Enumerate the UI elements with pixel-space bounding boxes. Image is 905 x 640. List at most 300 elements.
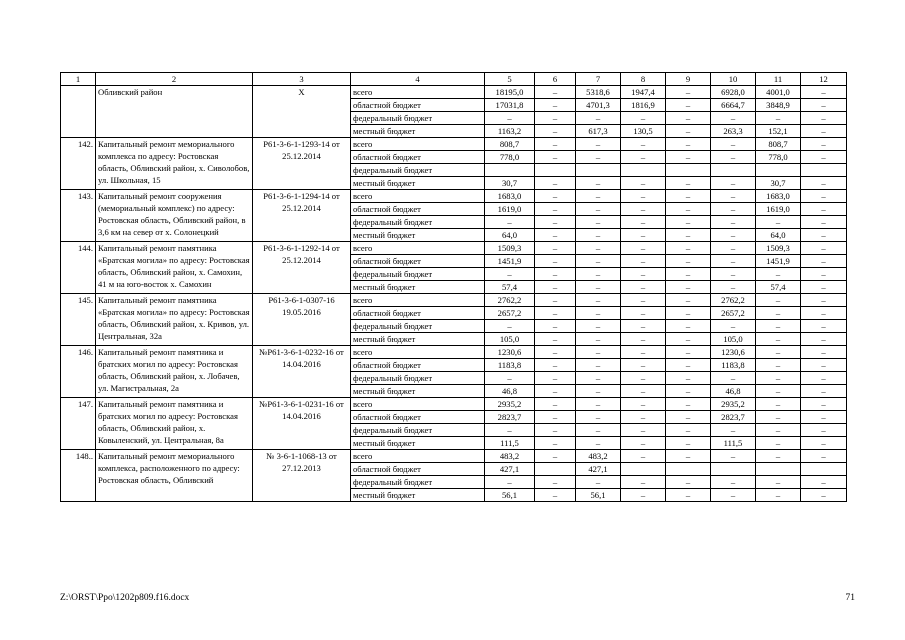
amount-cell: – (621, 255, 666, 268)
amount-cell: – (535, 398, 576, 411)
funding-source: федеральный бюджет (351, 268, 485, 281)
amount-cell: – (576, 294, 621, 307)
amount-cell: – (756, 346, 801, 359)
amount-cell (801, 164, 847, 177)
amount-cell: – (666, 333, 711, 346)
row-number: 146. (61, 346, 96, 398)
amount-cell: – (711, 268, 756, 281)
amount-cell: – (801, 333, 847, 346)
amount-cell: – (535, 346, 576, 359)
amount-cell: 4701,3 (576, 99, 621, 112)
table-row (61, 294, 847, 307)
amount-cell: 2935,2 (711, 398, 756, 411)
amount-cell: – (576, 255, 621, 268)
document-reference: Р61-3-6-1-0307-16 19.05.2016 (253, 294, 351, 346)
amount-cell: 56,1 (576, 489, 621, 502)
amount-cell: 46,8 (711, 385, 756, 398)
amount-cell: – (576, 424, 621, 437)
amount-cell: 808,7 (485, 138, 535, 151)
amount-cell: – (485, 320, 535, 333)
amount-cell: – (576, 359, 621, 372)
page-number: 71 (845, 593, 855, 603)
amount-cell: – (756, 437, 801, 450)
amount-cell: – (535, 255, 576, 268)
amount-cell: – (535, 112, 576, 125)
amount-cell: – (535, 489, 576, 502)
column-number: 7 (576, 73, 621, 86)
amount-cell: 5318,6 (576, 86, 621, 99)
amount-cell (711, 164, 756, 177)
amount-cell: – (621, 216, 666, 229)
amount-cell (666, 164, 711, 177)
amount-cell: – (756, 268, 801, 281)
amount-cell: – (576, 138, 621, 151)
amount-cell: 1451,9 (485, 255, 535, 268)
amount-cell: – (756, 450, 801, 463)
amount-cell: 2762,2 (485, 294, 535, 307)
object-name: Капитальный ремонт сооружения (мемориальный комплекс) по адресу: Ростовская область, Обливский район, в 3,6 км на север от х. Солонецкий (96, 190, 253, 242)
amount-cell: – (576, 281, 621, 294)
funding-source: всего (351, 346, 485, 359)
amount-cell: – (756, 489, 801, 502)
amount-cell: – (756, 216, 801, 229)
amount-cell: – (666, 294, 711, 307)
amount-cell: – (621, 320, 666, 333)
amount-cell: 2935,2 (485, 398, 535, 411)
amount-cell: – (801, 372, 847, 385)
amount-cell: – (756, 307, 801, 320)
amount-cell: – (756, 333, 801, 346)
amount-cell: – (621, 268, 666, 281)
amount-cell: 105,0 (711, 333, 756, 346)
object-name: Капитальный ремонт мемориального комплекса, расположенного по адресу: Ростовская область, Обливский (96, 450, 253, 502)
amount-cell: – (666, 242, 711, 255)
amount-cell: – (711, 450, 756, 463)
amount-cell (621, 463, 666, 476)
table-row (61, 398, 847, 411)
amount-cell: – (666, 268, 711, 281)
object-name: Капитальный ремонт памятника «Братская могила» по адресу: Ростовская область, Обливский район, х. Самохин, 41 м на юго-восток х. Самохин (96, 242, 253, 294)
amount-cell: – (666, 372, 711, 385)
amount-cell: – (666, 489, 711, 502)
amount-cell (756, 463, 801, 476)
amount-cell: 1947,4 (621, 86, 666, 99)
amount-cell: – (666, 112, 711, 125)
document-reference: №Р61-3-6-1-0232-16 от 14.04.2016 (253, 346, 351, 398)
funding-source: федеральный бюджет (351, 476, 485, 489)
amount-cell: – (535, 138, 576, 151)
amount-cell: 64,0 (485, 229, 535, 242)
amount-cell: – (711, 476, 756, 489)
amount-cell: – (485, 372, 535, 385)
funding-source: местный бюджет (351, 489, 485, 502)
amount-cell: – (621, 437, 666, 450)
amount-cell: – (711, 203, 756, 216)
amount-cell: – (711, 242, 756, 255)
amount-cell: – (666, 398, 711, 411)
amount-cell: – (621, 112, 666, 125)
amount-cell: – (801, 320, 847, 333)
amount-cell: – (485, 112, 535, 125)
amount-cell: – (801, 99, 847, 112)
amount-cell: – (711, 229, 756, 242)
funding-source: областной бюджет (351, 99, 485, 112)
amount-cell (621, 164, 666, 177)
amount-cell: – (666, 307, 711, 320)
amount-cell: – (535, 320, 576, 333)
amount-cell: – (535, 476, 576, 489)
amount-cell: – (621, 424, 666, 437)
amount-cell: 17031,8 (485, 99, 535, 112)
amount-cell: – (535, 307, 576, 320)
amount-cell: 1230,6 (485, 346, 535, 359)
amount-cell: – (621, 138, 666, 151)
amount-cell: – (801, 411, 847, 424)
table-row (61, 450, 847, 463)
amount-cell: – (535, 268, 576, 281)
table-row (61, 242, 847, 255)
amount-cell: – (535, 99, 576, 112)
amount-cell: 1816,9 (621, 99, 666, 112)
amount-cell (535, 164, 576, 177)
amount-cell: 2762,2 (711, 294, 756, 307)
amount-cell: 1619,0 (485, 203, 535, 216)
object-name: Обливский район (96, 86, 253, 138)
amount-cell: 808,7 (756, 138, 801, 151)
amount-cell: – (621, 411, 666, 424)
amount-cell: 64,0 (756, 229, 801, 242)
amount-cell: 105,0 (485, 333, 535, 346)
amount-cell: – (621, 242, 666, 255)
amount-cell: – (801, 216, 847, 229)
amount-cell: – (621, 333, 666, 346)
amount-cell: – (485, 424, 535, 437)
amount-cell: 1451,9 (756, 255, 801, 268)
amount-cell (756, 164, 801, 177)
amount-cell: 30,7 (756, 177, 801, 190)
amount-cell: – (666, 125, 711, 138)
amount-cell: – (711, 372, 756, 385)
document-reference: Р61-3-6-1-1294-14 от 25.12.2014 (253, 190, 351, 242)
row-number: 147. (61, 398, 96, 450)
amount-cell: – (621, 307, 666, 320)
amount-cell: – (485, 216, 535, 229)
row-number: 142. (61, 138, 96, 190)
amount-cell: 427,1 (485, 463, 535, 476)
amount-cell: – (576, 476, 621, 489)
amount-cell: – (666, 281, 711, 294)
amount-cell: 1183,8 (711, 359, 756, 372)
funding-source: всего (351, 242, 485, 255)
amount-cell: – (801, 476, 847, 489)
amount-cell: – (666, 216, 711, 229)
amount-cell: – (801, 307, 847, 320)
amount-cell: – (535, 242, 576, 255)
amount-cell: – (621, 398, 666, 411)
amount-cell (801, 463, 847, 476)
amount-cell: – (576, 190, 621, 203)
amount-cell: – (535, 229, 576, 242)
amount-cell: – (621, 450, 666, 463)
funding-source: всего (351, 190, 485, 203)
amount-cell: – (801, 281, 847, 294)
amount-cell: – (756, 398, 801, 411)
amount-cell: 263,3 (711, 125, 756, 138)
amount-cell: – (621, 203, 666, 216)
amount-cell: – (576, 307, 621, 320)
amount-cell: 6664,7 (711, 99, 756, 112)
budget-table (60, 72, 847, 502)
amount-cell: 1163,2 (485, 125, 535, 138)
amount-cell: – (621, 281, 666, 294)
amount-cell: 1509,3 (756, 242, 801, 255)
amount-cell: – (576, 177, 621, 190)
amount-cell: – (535, 216, 576, 229)
amount-cell: – (756, 359, 801, 372)
amount-cell: – (535, 203, 576, 216)
amount-cell: 6928,0 (711, 86, 756, 99)
amount-cell: – (666, 229, 711, 242)
amount-cell: – (801, 489, 847, 502)
funding-source: всего (351, 86, 485, 99)
amount-cell: – (535, 190, 576, 203)
amount-cell: – (621, 294, 666, 307)
amount-cell: – (801, 346, 847, 359)
amount-cell (666, 463, 711, 476)
amount-cell: – (801, 125, 847, 138)
amount-cell: 778,0 (756, 151, 801, 164)
amount-cell: – (756, 112, 801, 125)
row-number (61, 86, 96, 138)
amount-cell: – (576, 203, 621, 216)
amount-cell: – (535, 125, 576, 138)
amount-cell: – (801, 86, 847, 99)
funding-source: федеральный бюджет (351, 320, 485, 333)
funding-source: федеральный бюджет (351, 112, 485, 125)
amount-cell: 1619,0 (756, 203, 801, 216)
amount-cell (576, 164, 621, 177)
amount-cell: – (801, 398, 847, 411)
funding-source: областной бюджет (351, 151, 485, 164)
amount-cell: – (801, 385, 847, 398)
amount-cell: – (711, 489, 756, 502)
amount-cell: – (576, 333, 621, 346)
column-number: 12 (801, 73, 847, 86)
object-name: Капитальный ремонт памятника «Братская могила» по адресу: Ростовская область, Обливский район, х. Кривов, ул. Центральная, 32а (96, 294, 253, 346)
amount-cell: 130,5 (621, 125, 666, 138)
column-number: 2 (96, 73, 253, 86)
amount-cell: – (666, 151, 711, 164)
table-row (61, 190, 847, 203)
column-number: 1 (61, 73, 96, 86)
amount-cell: – (801, 177, 847, 190)
column-number: 10 (711, 73, 756, 86)
amount-cell: – (535, 437, 576, 450)
amount-cell: – (666, 320, 711, 333)
amount-cell: 2657,2 (711, 307, 756, 320)
amount-cell: – (801, 242, 847, 255)
amount-cell: – (621, 346, 666, 359)
row-number: 144. (61, 242, 96, 294)
column-number: 3 (253, 73, 351, 86)
funding-source: федеральный бюджет (351, 216, 485, 229)
amount-cell: 46,8 (485, 385, 535, 398)
amount-cell: – (756, 411, 801, 424)
amount-cell: – (666, 190, 711, 203)
amount-cell: – (711, 112, 756, 125)
funding-source: всего (351, 398, 485, 411)
amount-cell: 3848,9 (756, 99, 801, 112)
amount-cell: – (801, 203, 847, 216)
amount-cell: – (535, 411, 576, 424)
amount-cell: 1183,8 (485, 359, 535, 372)
amount-cell: – (711, 151, 756, 164)
document-reference: Р61-3-6-1-1293-14 от 25.12.2014 (253, 138, 351, 190)
amount-cell: – (801, 437, 847, 450)
amount-cell: – (576, 229, 621, 242)
amount-cell: – (666, 99, 711, 112)
amount-cell: – (621, 151, 666, 164)
column-number: 11 (756, 73, 801, 86)
column-number: 8 (621, 73, 666, 86)
amount-cell: – (576, 151, 621, 164)
amount-cell: – (535, 177, 576, 190)
funding-source: федеральный бюджет (351, 372, 485, 385)
column-number: 9 (666, 73, 711, 86)
funding-source: всего (351, 294, 485, 307)
amount-cell: – (756, 294, 801, 307)
amount-cell: – (535, 372, 576, 385)
object-name: Капитальный ремонт памятника и братских могил по адресу: Ростовская область, Обливский район, х. Лобачев, ул. Магистральная, 2а (96, 346, 253, 398)
amount-cell: 152,1 (756, 125, 801, 138)
funding-source: местный бюджет (351, 281, 485, 294)
funding-source: областной бюджет (351, 203, 485, 216)
funding-source: федеральный бюджет (351, 424, 485, 437)
amount-cell: – (801, 359, 847, 372)
funding-source: всего (351, 138, 485, 151)
funding-source: областной бюджет (351, 359, 485, 372)
amount-cell: 111,5 (711, 437, 756, 450)
amount-cell: 56,1 (485, 489, 535, 502)
table-row (61, 346, 847, 359)
amount-cell: – (621, 190, 666, 203)
column-number: 6 (535, 73, 576, 86)
funding-source: местный бюджет (351, 333, 485, 346)
funding-source: местный бюджет (351, 125, 485, 138)
amount-cell: – (621, 177, 666, 190)
amount-cell: – (666, 138, 711, 151)
row-number: 145. (61, 294, 96, 346)
amount-cell: – (535, 359, 576, 372)
amount-cell: – (535, 450, 576, 463)
amount-cell: – (576, 346, 621, 359)
amount-cell: – (801, 450, 847, 463)
amount-cell: – (666, 86, 711, 99)
object-name: Капитальный ремонт памятника и братских могил по адресу: Ростовская область, Обливский район, х. Ковыленский, ул. Центральная, 8а (96, 398, 253, 450)
document-reference: № 3-6-1-1068-13 от 27.12.2013 (253, 450, 351, 502)
amount-cell: – (666, 476, 711, 489)
row-number: 148.. (61, 450, 96, 502)
amount-cell: – (535, 294, 576, 307)
amount-cell: – (535, 151, 576, 164)
amount-cell: – (535, 281, 576, 294)
funding-source: местный бюджет (351, 385, 485, 398)
amount-cell: – (666, 450, 711, 463)
amount-cell: – (485, 268, 535, 281)
amount-cell: 1509,3 (485, 242, 535, 255)
amount-cell: – (576, 242, 621, 255)
amount-cell: – (621, 359, 666, 372)
amount-cell: – (711, 424, 756, 437)
amount-cell: 1683,0 (485, 190, 535, 203)
amount-cell: – (801, 190, 847, 203)
amount-cell: 4001,0 (756, 86, 801, 99)
amount-cell: – (576, 437, 621, 450)
amount-cell: – (535, 385, 576, 398)
funding-source: местный бюджет (351, 229, 485, 242)
amount-cell: – (576, 411, 621, 424)
amount-cell: – (801, 112, 847, 125)
amount-cell (535, 463, 576, 476)
amount-cell: – (801, 268, 847, 281)
funding-source: местный бюджет (351, 177, 485, 190)
column-number: 4 (351, 73, 485, 86)
amount-cell: – (756, 476, 801, 489)
amount-cell: 427,1 (576, 463, 621, 476)
amount-cell: – (576, 398, 621, 411)
table-row (61, 138, 847, 151)
amount-cell: – (666, 359, 711, 372)
amount-cell: 617,3 (576, 125, 621, 138)
amount-cell: – (535, 86, 576, 99)
amount-cell: – (666, 203, 711, 216)
table-body (61, 86, 847, 502)
amount-cell: 2823,7 (485, 411, 535, 424)
amount-cell: – (801, 424, 847, 437)
amount-cell: – (756, 424, 801, 437)
amount-cell: – (666, 437, 711, 450)
funding-source: областной бюджет (351, 463, 485, 476)
amount-cell: – (576, 372, 621, 385)
amount-cell: – (621, 229, 666, 242)
amount-cell: 18195,0 (485, 86, 535, 99)
object-name: Капитальный ремонт мемориального комплекса по адресу: Ростовская область, Обливский район, х. Сиволобов, ул. Школьная, 15 (96, 138, 253, 190)
amount-cell: 483,2 (576, 450, 621, 463)
funding-source: областной бюджет (351, 307, 485, 320)
amount-cell: – (756, 320, 801, 333)
amount-cell: 111,5 (485, 437, 535, 450)
amount-cell: – (711, 281, 756, 294)
document-reference: Р61-3-6-1-1292-14 от 25.12.2014 (253, 242, 351, 294)
amount-cell: – (801, 229, 847, 242)
amount-cell: – (801, 151, 847, 164)
amount-cell: – (711, 138, 756, 151)
amount-cell: – (621, 476, 666, 489)
amount-cell: – (576, 112, 621, 125)
amount-cell: – (576, 320, 621, 333)
amount-cell: – (621, 385, 666, 398)
amount-cell: – (711, 255, 756, 268)
document-reference: X (253, 86, 351, 138)
amount-cell: 483,2 (485, 450, 535, 463)
amount-cell: – (621, 372, 666, 385)
amount-cell: – (535, 333, 576, 346)
amount-cell: – (576, 216, 621, 229)
amount-cell: 1683,0 (756, 190, 801, 203)
amount-cell: – (756, 372, 801, 385)
column-number-row (61, 73, 847, 86)
amount-cell: – (621, 489, 666, 502)
